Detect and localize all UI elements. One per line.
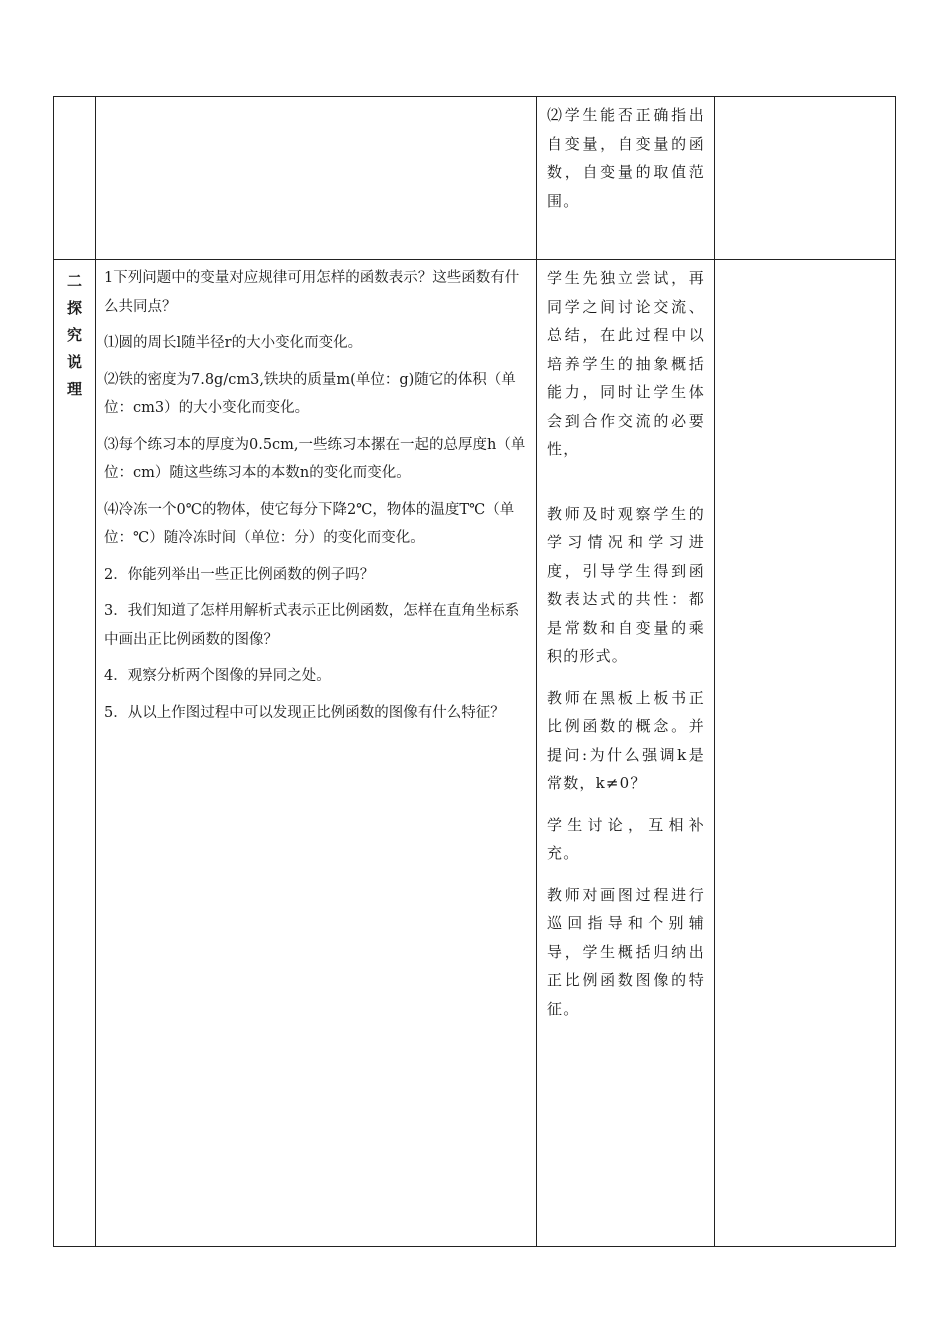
notes-paragraph: 教师在黑板上板书正比例函数的概念。并提问:为什么强调k是常数，k≠0？ — [547, 688, 705, 792]
lesson-plan-table — [53, 96, 896, 1247]
notes-paragraph: 教师对画图过程进行巡回指导和个别辅导，学生概括归纳出正比例函数图像的特征。 — [547, 885, 705, 1018]
stage-char: 究 — [66, 326, 82, 344]
stage-char: 探 — [66, 299, 82, 317]
question-3: 3．我们知道了怎样用解析式表示正比例函数，怎样在直角坐标系中画出正比例函数的图像？ — [104, 603, 520, 648]
notes-paragraph: 学生先独立尝试，再同学之间讨论交流、总结，在此过程中以培养学生的抽象概括能力，同时让学生体会到合作交流的必要性， — [547, 269, 705, 458]
notes-text: ⑵学生能否正确指出自变量，自变量的函数，自变量的取值范围。 — [547, 106, 705, 210]
remarks-cell — [715, 260, 896, 1247]
stage-char: 说 — [66, 353, 82, 371]
stage-cell — [54, 260, 96, 1247]
notes-cell — [537, 260, 715, 1247]
table-row — [54, 260, 896, 1247]
question-1: 1下列问题中的变量对应规律可用怎样的函数表示？这些函数有什么共同点？ — [104, 270, 520, 315]
question-1-item-1: ⑴圆的周长l随半径r的大小变化而变化。 — [104, 335, 363, 351]
stage-cell — [54, 97, 96, 260]
table-row — [54, 97, 896, 260]
question-1-item-2: ⑵铁的密度为7.8g/cm3,铁块的质量m(单位：g)随它的体积（单位：cm3）的大小变化而变化。 — [104, 371, 516, 416]
content-cell — [96, 260, 537, 1247]
notes-cell — [537, 97, 715, 260]
question-1-item-3: ⑶每个练习本的厚度为0.5cm,一些练习本摞在一起的总厚度h（单位：cm）随这些练习本的本数n的变化而变化。 — [104, 436, 526, 481]
notes-paragraph: 教师及时观察学生的学习情况和学习进度，引导学生得到函数表达式的共性：都是常数和自变量的乘积的形式。 — [547, 504, 705, 665]
notes-paragraph: 学生讨论，互相补充。 — [547, 815, 705, 862]
question-5: 5．从以上作图过程中可以发现正比例函数的图像有什么特征？ — [104, 704, 505, 721]
stage-label — [54, 260, 95, 403]
stage-char: 理 — [66, 380, 82, 398]
question-1-item-4: ⑷冷冻一个0℃的物体，使它每分下降2℃，物体的温度T℃（单位：℃）随冷冻时间（单位：分）的变化而变化。 — [104, 501, 515, 546]
remarks-cell — [715, 97, 896, 260]
question-2: 2．你能列举出一些正比例函数的例子吗？ — [104, 566, 375, 583]
content-cell — [96, 97, 537, 260]
stage-char: 二 — [66, 272, 82, 290]
question-4: 4．观察分析两个图像的异同之处。 — [104, 668, 331, 684]
